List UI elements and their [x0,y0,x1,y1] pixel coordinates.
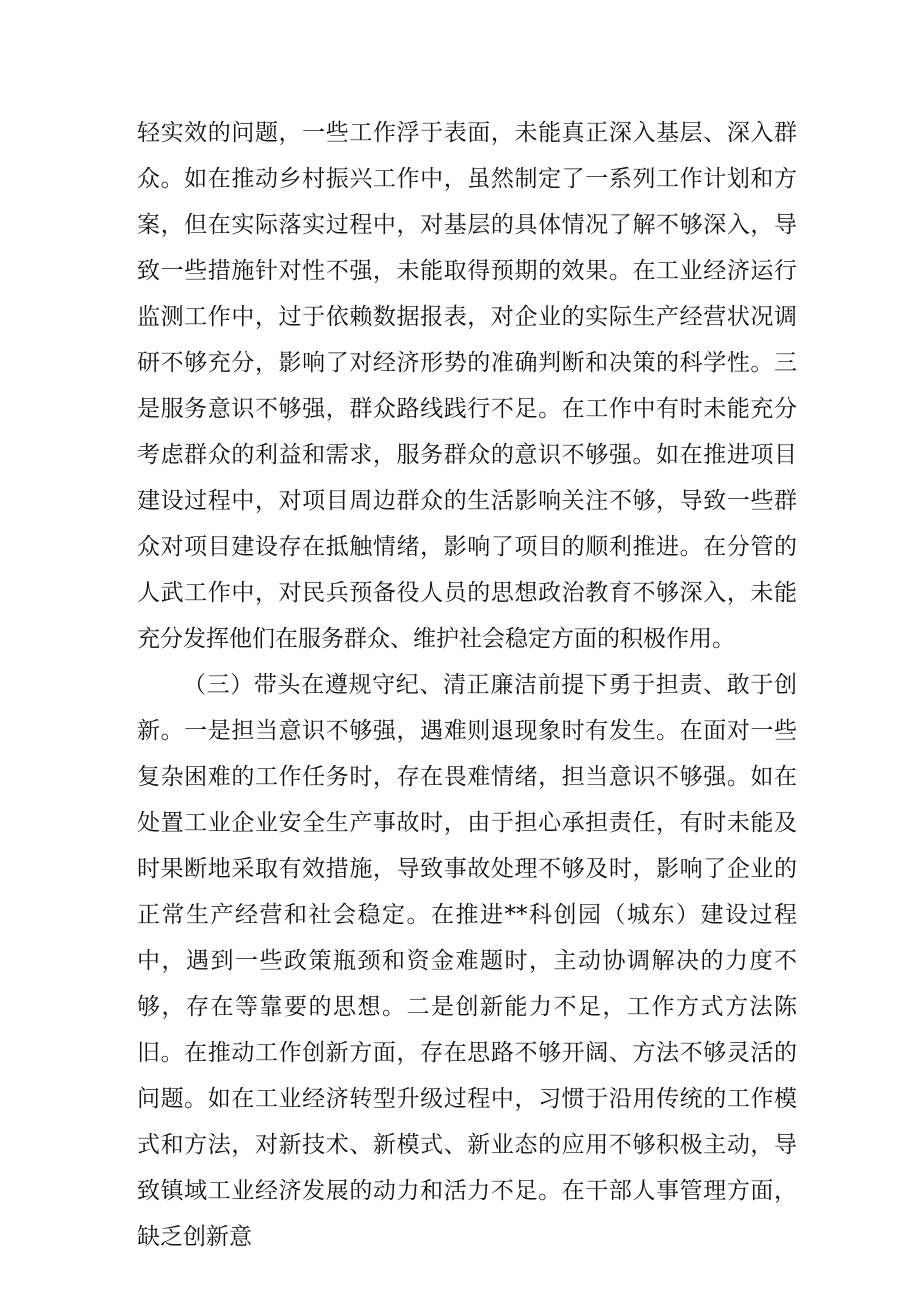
paragraph-continuation: 轻实效的问题，一些工作浮于表面，未能真正深入基层、深入群众。如在推动乡村振兴工作中，虽然制定了一系列工作计划和方案，但在实际落实过程中，对基层的具体情况了解不够深入，导致一些措施针对性不强，未能取得预期的效果。在工业经济运行监测工作中，过于依赖数据报表，对企业的实际生产经营状况调研不够充分，影响了对经济形势的准确判断和决策的科学性。三是服务意识不够强，群众路线践行不足。在工作中有时未能充分考虑群众的利益和需求，服务群众的意识不够强。如在推进项目建设过程中，对项目周边群众的生活影响关注不够，导致一些群众对项目建设存在抵触情绪，影响了项目的顺利推进。在分管的人武工作中，对民兵预备役人员的思想政治教育不够深入，未能充分发挥他们在服务群众、维护社会稳定方面的积极作用。 [137,120,797,652]
paragraph-section-three: （三）带头在遵规守纪、清正廉洁前提下勇于担责、敢于创新。一是担当意识不够强，遇难则退现象时有发生。在面对一些复杂困难的工作任务时，存在畏难情绪，担当意识不够强。如在处置工业企业安全生产事故时，由于担心承担责任，有时未能及时果断地采取有效措施，导致事故处理不够及时，影响了企业的正常生产经营和社会稳定。在推进**科创园（城东）建设过程中，遇到一些政策瓶颈和资金难题时，主动协调解决的力度不够，存在等靠要的思想。二是创新能力不足，工作方式方法陈旧。在推动工作创新方面，存在思路不够开阔、方法不够灵活的问题。如在工业经济转型升级过程中，习惯于沿用传统的工作模式和方法，对新技术、新模式、新业态的应用不够积极主动，导致镇域工业经济发展的动力和活力不足。在干部人事管理方面，缺乏创新意 [137,672,797,1250]
document-body [137,110,797,1260]
